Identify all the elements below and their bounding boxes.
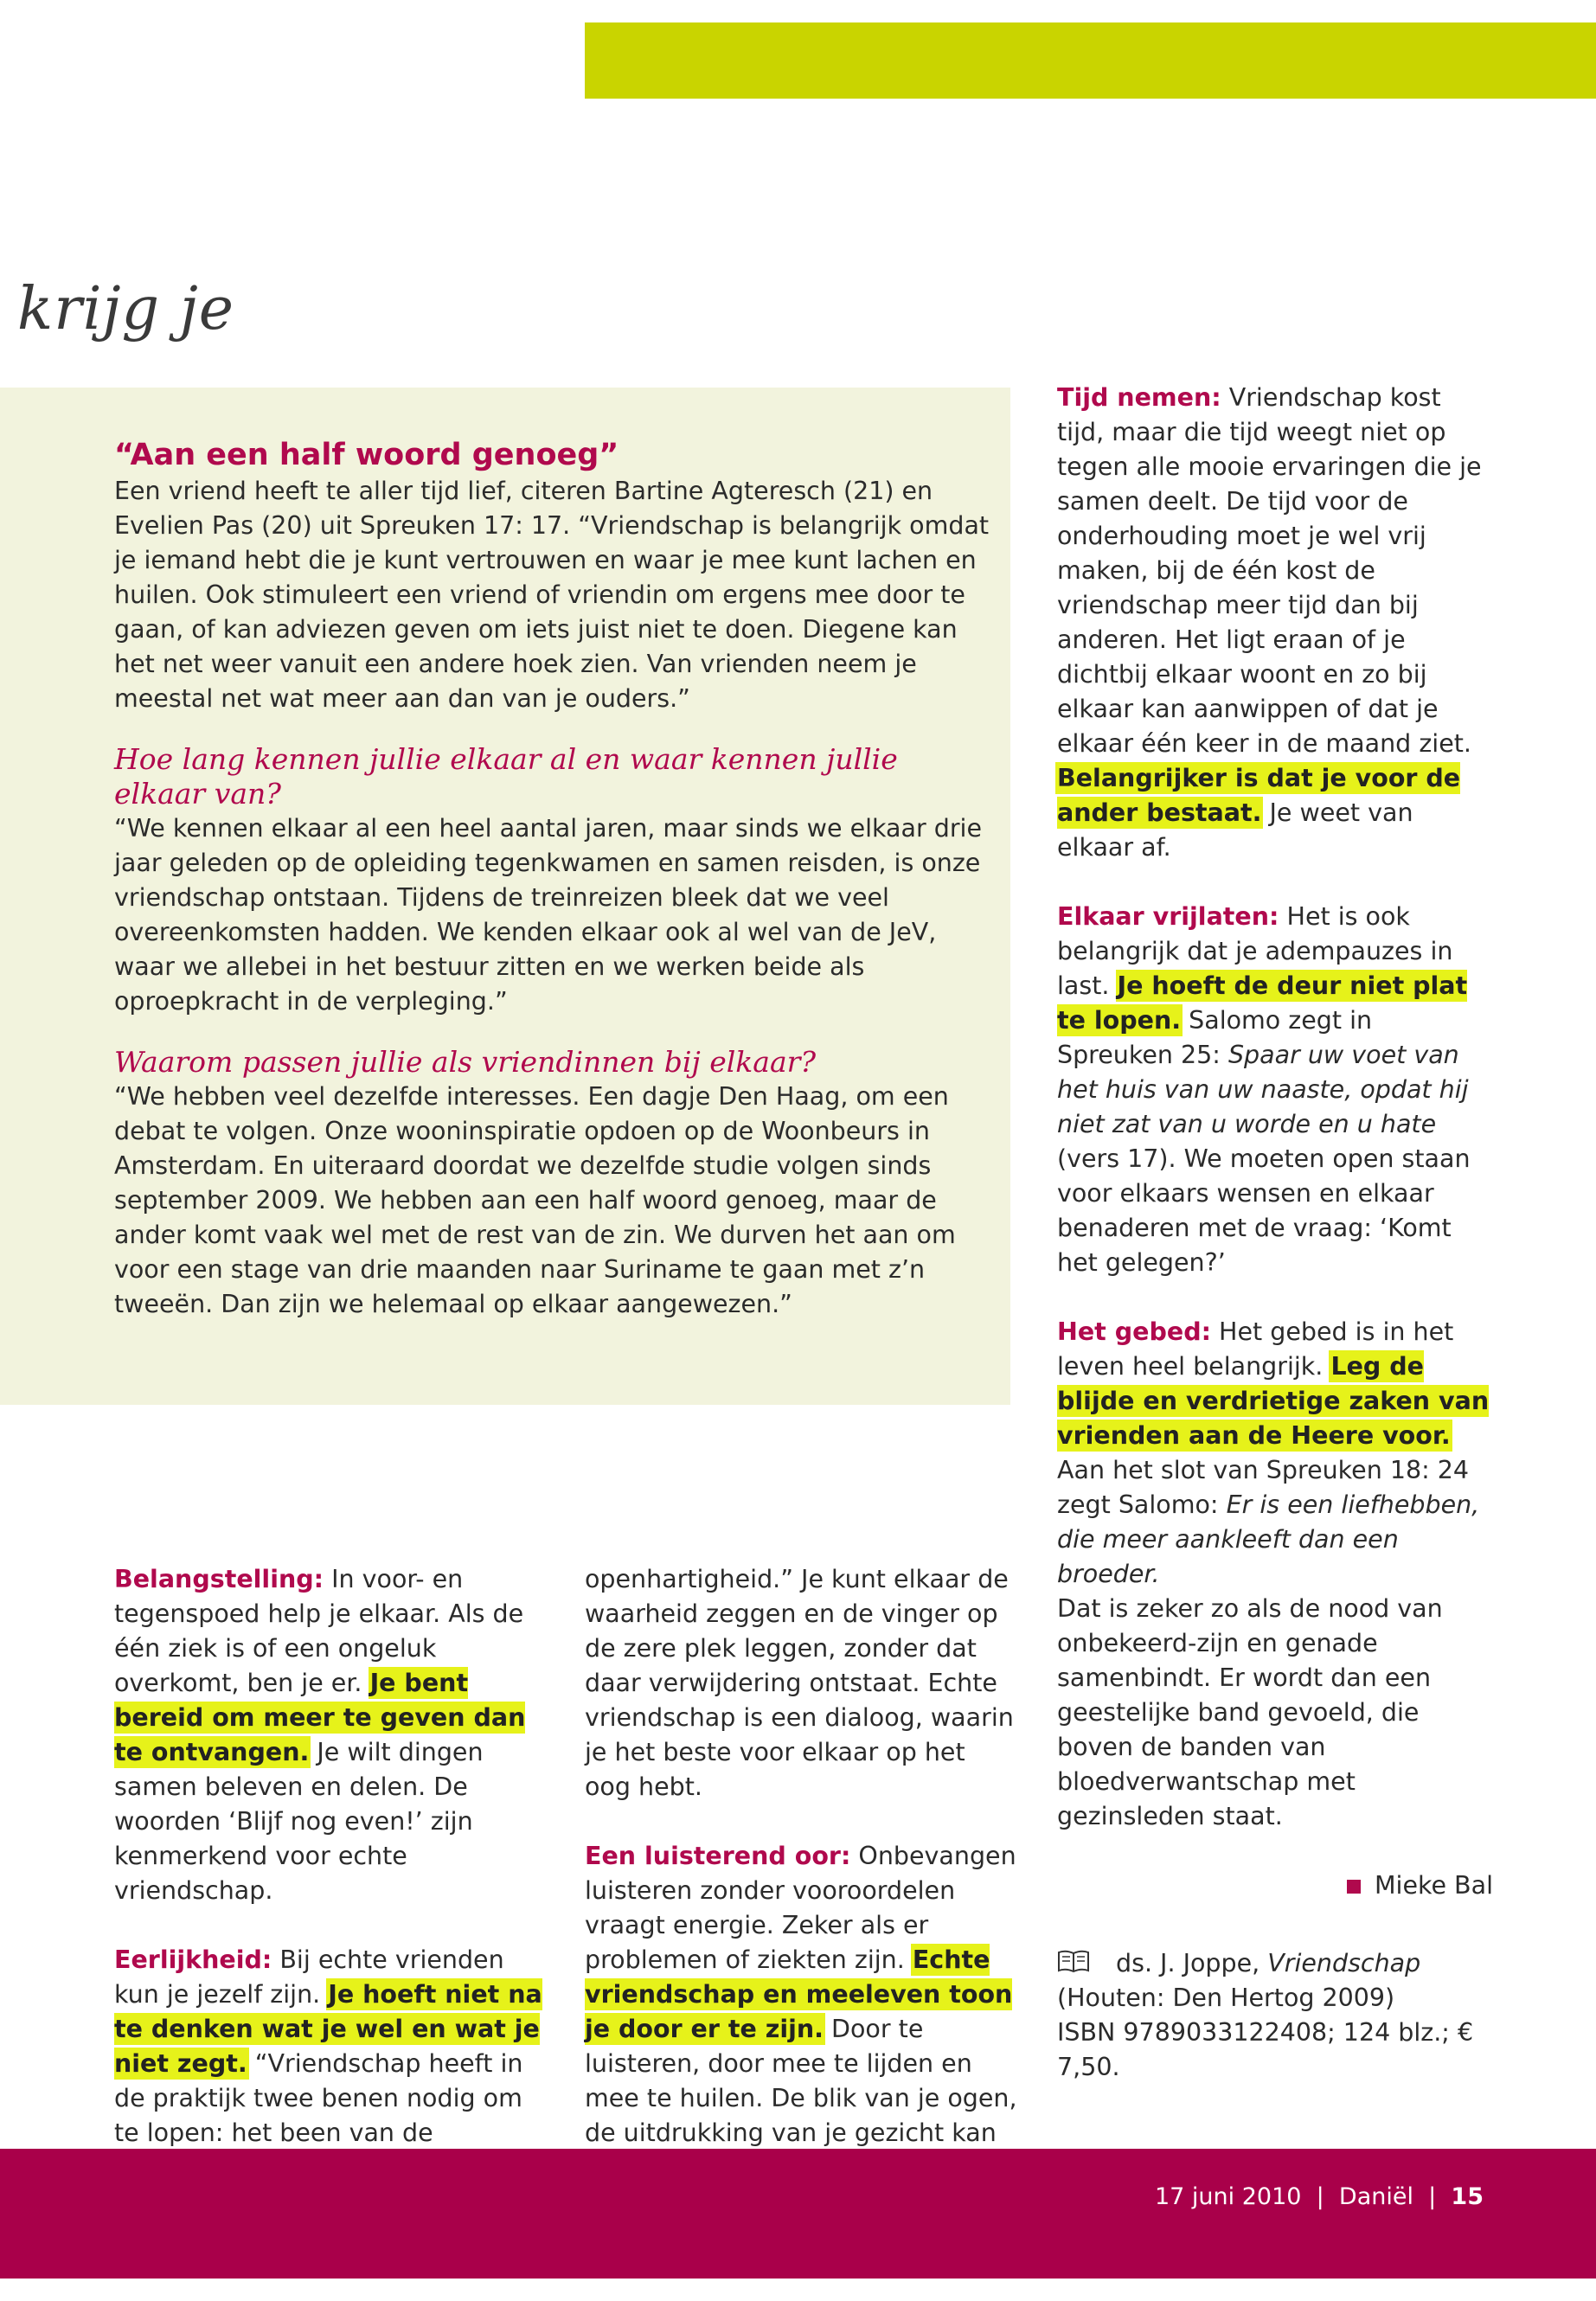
highlight: Leg de blijde en verdrietige zaken van vrienden aan de Heere voor.	[1057, 1352, 1490, 1450]
column-3	[1057, 381, 1493, 2119]
highlight: Echte vriendschap en meeleven toon je door er te zijn.	[585, 1945, 1013, 2043]
interview-answer-2: “We hebben veel dezelfde interesses. Een dagje Den Haag, om een debat te volgen. Onze wooninspiratie opdoen op de Woonbeurs in Amsterdam. En uiteraard doordat we dezelfde studie volgen sinds september 2009. We hebben aan een half woord genoeg, maar de ander komt vaak wel met de rest van de zin. We durven het aan om voor een stage van drie maanden naar Suriname te gaan met z’n tweeën. Dan zijn we helemaal op elkaar aangewezen.”	[114, 1082, 956, 1318]
page-number: 15	[1451, 2183, 1484, 2210]
label-belangstelling: Belangstelling:	[114, 1565, 324, 1593]
book-title: Vriendschap	[1267, 1949, 1421, 1977]
footer-bar	[0, 2149, 1596, 2279]
book-reference: ds. J. Joppe, Vriendschap (Houten: Den Hertog 2009) ISBN 9789033122408; 124 blz.; € 7,50.	[1057, 1949, 1474, 2081]
accent-bar	[585, 22, 1596, 99]
open-book-icon	[1057, 1949, 1090, 1973]
highlight: Je bent bereid om meer te geven dan te ontvangen.	[114, 1669, 526, 1766]
label-elkaar-vrijlaten: Elkaar vrijlaten:	[1057, 902, 1279, 931]
paragraph-belangstelling: Belangstelling: In voor- en tegenspoed help je elkaar. Als de één ziek is of een ongeluk overkomt, ben je er. Je bent bereid om meer te geven dan te ontvangen. Je wilt dingen samen beleven en delen. De woorden ‘Blijf nog even!’ zijn kenmerkend voor echte vriendschap.	[114, 1565, 526, 1905]
author-credit	[1057, 1868, 1493, 1903]
highlight: Je hoeft niet na te denken wat je wel en wat je niet zegt.	[114, 1980, 542, 2078]
interview-question-2: Waarom passen jullie als vriendinnen bij elkaar?	[114, 1045, 817, 1079]
paragraph-tijd-nemen: Tijd nemen: Vriendschap kost tijd, maar die tijd weegt niet op tegen alle mooie ervaringen die je samen deelt. De tijd voor de onderhouding moet je wel vrij maken, bij de één kost de vriendschap meer tijd dan bij anderen. Het ligt eraan of je dichtbij elkaar woont en zo bij elkaar kan aanwippen of dat je elkaar één keer in de maand ziet. Belangrijker is dat je voor de ander bestaat. Je weet van elkaar af.	[1057, 383, 1482, 862]
footer-info: 17 juni 2010 | Daniël | 15	[1154, 2183, 1484, 2210]
interview-intro: Een vriend heeft te aller tijd lief, citeren Bartine Agteresch (21) en Evelien Pas (20) uit Spreuken 17: 17. “Vriendschap is belangrijk omdat je iemand hebt die je kunt vertrouwen en waar je mee kunt lachen en huilen. Ook stimuleert een vriend of vriendin om ergens mee door te gaan, of kan adviezen geven om iets juist niet te doen. Diegene kan het net weer vanuit een andere hoek zien. Van vrienden neem je meestal net wat meer aan dan van je ouders.”	[114, 477, 990, 713]
paragraph-openhartigheid: openhartigheid.” Je kunt elkaar de waarheid zeggen en de vinger op de zere plek leggen, zonder dat daar verwijdering ontstaat. Echte vriendschap is een dialoog, waarin je het beste voor elkaar op het oog hebt.	[585, 1565, 1014, 1801]
issue-date: 17 juni 2010	[1154, 2183, 1302, 2210]
paragraph-elkaar-vrijlaten: Elkaar vrijlaten: Het is ook belangrijk dat je adempauzes in last. Je hoeft de deur niet plat te lopen. Salomo zegt in Spreuken 25: Spaar uw voet van het huis van uw naaste, opdat hij niet zat van u worde en u hate (vers 17). We moeten open staan voor elkaars wensen en elkaar benaderen met de vraag: ‘Komt het gelegen?’	[1057, 902, 1471, 1277]
label-luisterend-oor: Een luisterend oor:	[585, 1842, 851, 1870]
interview-question-1: Hoe lang kennen jullie elkaar al en waar kennen jullie elkaar van?	[114, 742, 898, 811]
paragraph-luisterend-oor: Een luisterend oor: Onbevangen luisteren zonder vooroordelen vraagt energie. Zeker als er problemen of ziekten zijn. Echte vriendschap en meeleven toon je door er te zijn. Door te luisteren, door mee te lijden en mee te huilen. De blik van je ogen, de uitdrukking van je gezicht kan	[585, 1842, 1017, 2147]
label-het-gebed: Het gebed:	[1057, 1317, 1211, 1346]
highlight: Je hoeft de deur niet plat te lopen.	[1057, 971, 1468, 1035]
interview-answer-1: “We kennen elkaar al een heel aantal jaren, maar sinds we elkaar drie jaar geleden op de opleiding tegenkwamen en samen reisden, is onze vriendschap ontstaan. Tijdens de treinreizen bleek dat we veel overeenkomsten hadden. We kenden elkaar ook al wel van de JeV, waar we allebei in het bestuur zitten en we werken beide als oproepkracht in de verpleging.”	[114, 814, 982, 1016]
bible-quote: Er is een liefhebben, die meer aankleeft dan een broeder.	[1057, 1490, 1480, 1588]
label-eerlijkheid: Eerlijkheid:	[114, 1945, 272, 1974]
bible-quote: Spaar uw voet van het huis van uw naaste, opdat hij niet zat van u worde en u hate	[1057, 1041, 1469, 1138]
highlight: Belangrijker is dat je voor de ander bestaat.	[1057, 764, 1461, 827]
label-tijd-nemen: Tijd nemen:	[1057, 383, 1221, 412]
interview-text	[114, 436, 997, 1322]
author-name: Mieke Bal	[1374, 1871, 1493, 1900]
column-2	[585, 1562, 1017, 2220]
page-heading: krijg je	[17, 275, 235, 343]
square-bullet-icon	[1347, 1880, 1361, 1894]
paragraph-het-gebed: Het gebed: Het gebed is in het leven heel belangrijk. Leg de blijde en verdrietige zaken van vrienden aan de Heere voor. Aan het slot van Spreuken 18: 24 zegt Salomo: Er is een liefhebben, die meer aankleeft dan een broeder. Dat is zeker zo als de nood van onbekeerd-zijn en genade samenbindt. Er wordt dan een geestelijke band gevoeld, die boven de banden van bloedverwantschap met gezinsleden staat.	[1057, 1317, 1490, 1830]
magazine-name: Daniël	[1338, 2183, 1413, 2210]
interview-title: “Aan een half woord genoeg”	[114, 438, 619, 472]
paragraph-eerlijkheid: Eerlijkheid: Bij echte vrienden kun je jezelf zijn. Je hoeft niet na te denken wat je wel en wat je niet zegt. “Vriendschap heeft in de praktijk twee benen nodig om te lopen: het been van de	[114, 1945, 542, 2147]
